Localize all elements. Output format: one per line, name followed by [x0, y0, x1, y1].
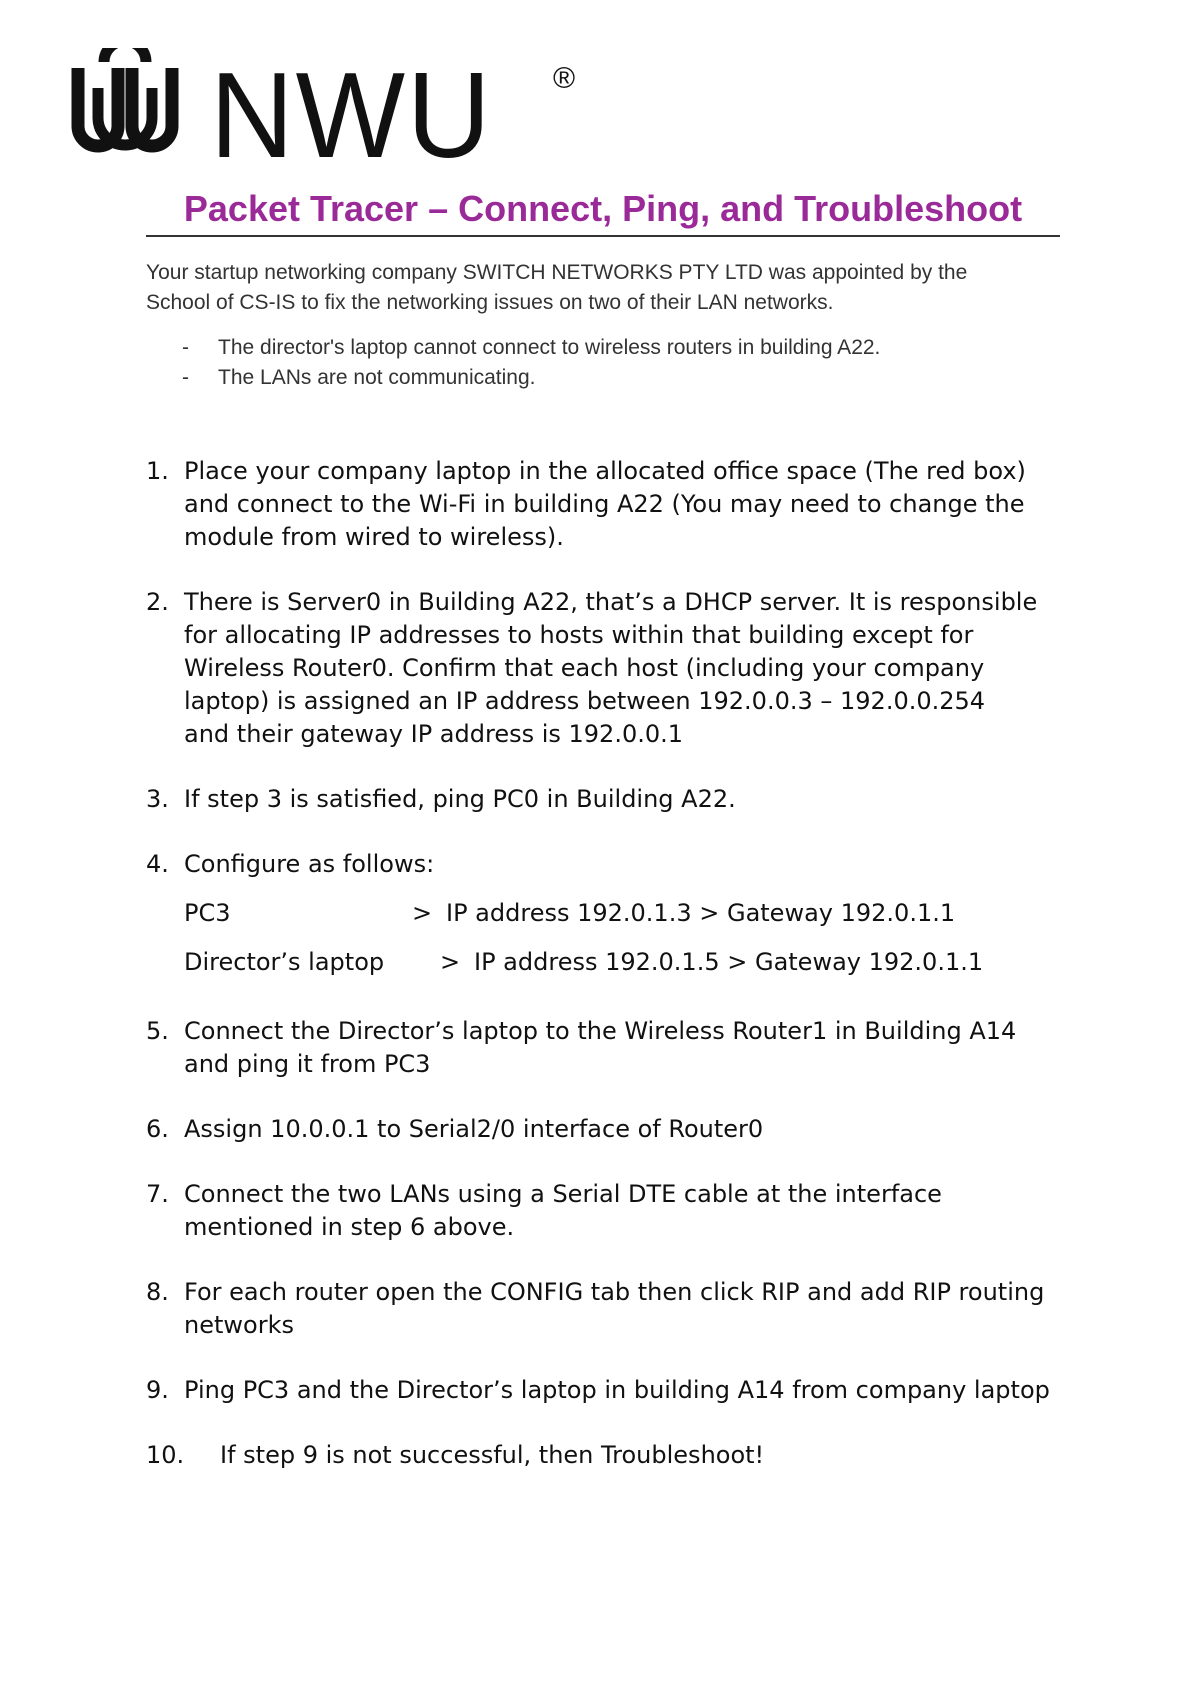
config-device: PC3 [184, 899, 231, 927]
title-underline [146, 235, 1060, 237]
config-device: Director’s laptop [184, 948, 385, 976]
registered-mark: ® [553, 62, 576, 95]
step-line: and connect to the Wi-Fi in building A22 (You may need to change the [184, 490, 1025, 518]
bullet-dash: - [182, 336, 189, 359]
step-line: and ping it from PC3 [184, 1050, 431, 1078]
step-line: and their gateway IP address is 192.0.0.1 [184, 720, 684, 748]
step-number: 5. [146, 1017, 169, 1045]
bullet-dash: - [182, 366, 189, 389]
step-number: 4. [146, 850, 169, 878]
step-item [146, 586, 1086, 751]
step-line: networks [184, 1311, 294, 1339]
steps-list [146, 455, 1086, 1504]
nwu-logo [68, 47, 576, 183]
step-line: If step 9 is not successful, then Troubleshoot! [220, 1441, 765, 1469]
step-number: 6. [146, 1115, 169, 1143]
step-number: 9. [146, 1376, 169, 1404]
intro-line: School of CS-IS to fix the networking issues on two of their LAN networks. [146, 291, 834, 314]
issue-text: The LANs are not communicating. [218, 366, 536, 389]
config-row [184, 946, 1086, 979]
step-item [146, 848, 1086, 979]
step-line: Connect the Director’s laptop to the Wireless Router1 in Building A14 [184, 1017, 1017, 1045]
config-settings: IP address 192.0.1.5 > Gateway 192.0.1.1 [474, 948, 984, 976]
nwu-wordmark: NWU [210, 47, 493, 183]
step-line: Ping PC3 and the Director’s laptop in building A14 from company laptop [184, 1376, 1050, 1404]
step-item [146, 455, 1086, 554]
step-line: module from wired to wireless). [184, 523, 564, 551]
config-arrow: > [440, 948, 461, 976]
step-line: Configure as follows: [184, 850, 435, 878]
document-title: Packet Tracer – Connect, Ping, and Troubleshoot [183, 188, 1023, 229]
step-number: 1. [146, 457, 169, 485]
step-line: for allocating IP addresses to hosts within that building except for [184, 621, 974, 649]
step-item [146, 1439, 1086, 1472]
step-line: mentioned in step 6 above. [184, 1213, 515, 1241]
step-number: 8. [146, 1278, 169, 1306]
step-item [146, 783, 1086, 816]
step-line: For each router open the CONFIG tab then click RIP and add RIP routing [184, 1278, 1045, 1306]
step-number: 3. [146, 785, 169, 813]
step-line: Assign 10.0.0.1 to Serial2/0 interface of Router0 [184, 1115, 764, 1143]
config-settings: IP address 192.0.1.3 > Gateway 192.0.1.1 [446, 899, 956, 927]
step-item [146, 1276, 1086, 1342]
config-arrow: > [412, 899, 433, 927]
step-item [146, 1374, 1086, 1407]
config-row [184, 897, 1086, 930]
step-line: Place your company laptop in the allocated office space (The red box) [184, 457, 1026, 485]
step-number: 2. [146, 588, 169, 616]
intro-line: Your startup networking company SWITCH NETWORKS PTY LTD was appointed by the [146, 261, 968, 284]
issue-item [178, 363, 1058, 393]
step-item [146, 1015, 1086, 1081]
issue-list [178, 333, 1058, 393]
step-item [146, 1113, 1086, 1146]
issue-text: The director's laptop cannot connect to wireless routers in building A22. [218, 336, 881, 359]
issue-item [178, 333, 1058, 363]
step-line: Wireless Router0. Confirm that each host (including your company [184, 654, 985, 682]
step-number: 10. [146, 1441, 185, 1469]
step-line: If step 3 is satisfied, ping PC0 in Building A22. [184, 785, 736, 813]
step-line: laptop) is assigned an IP address between 192.0.0.3 – 192.0.0.254 [184, 687, 986, 715]
intro-paragraph [146, 258, 1066, 318]
nwu-emblem-icon [68, 48, 182, 162]
step-line: There is Server0 in Building A22, that’s a DHCP server. It is responsible [184, 588, 1038, 616]
step-number: 7. [146, 1180, 169, 1208]
step-line: Connect the two LANs using a Serial DTE cable at the interface [184, 1180, 942, 1208]
step-item [146, 1178, 1086, 1244]
